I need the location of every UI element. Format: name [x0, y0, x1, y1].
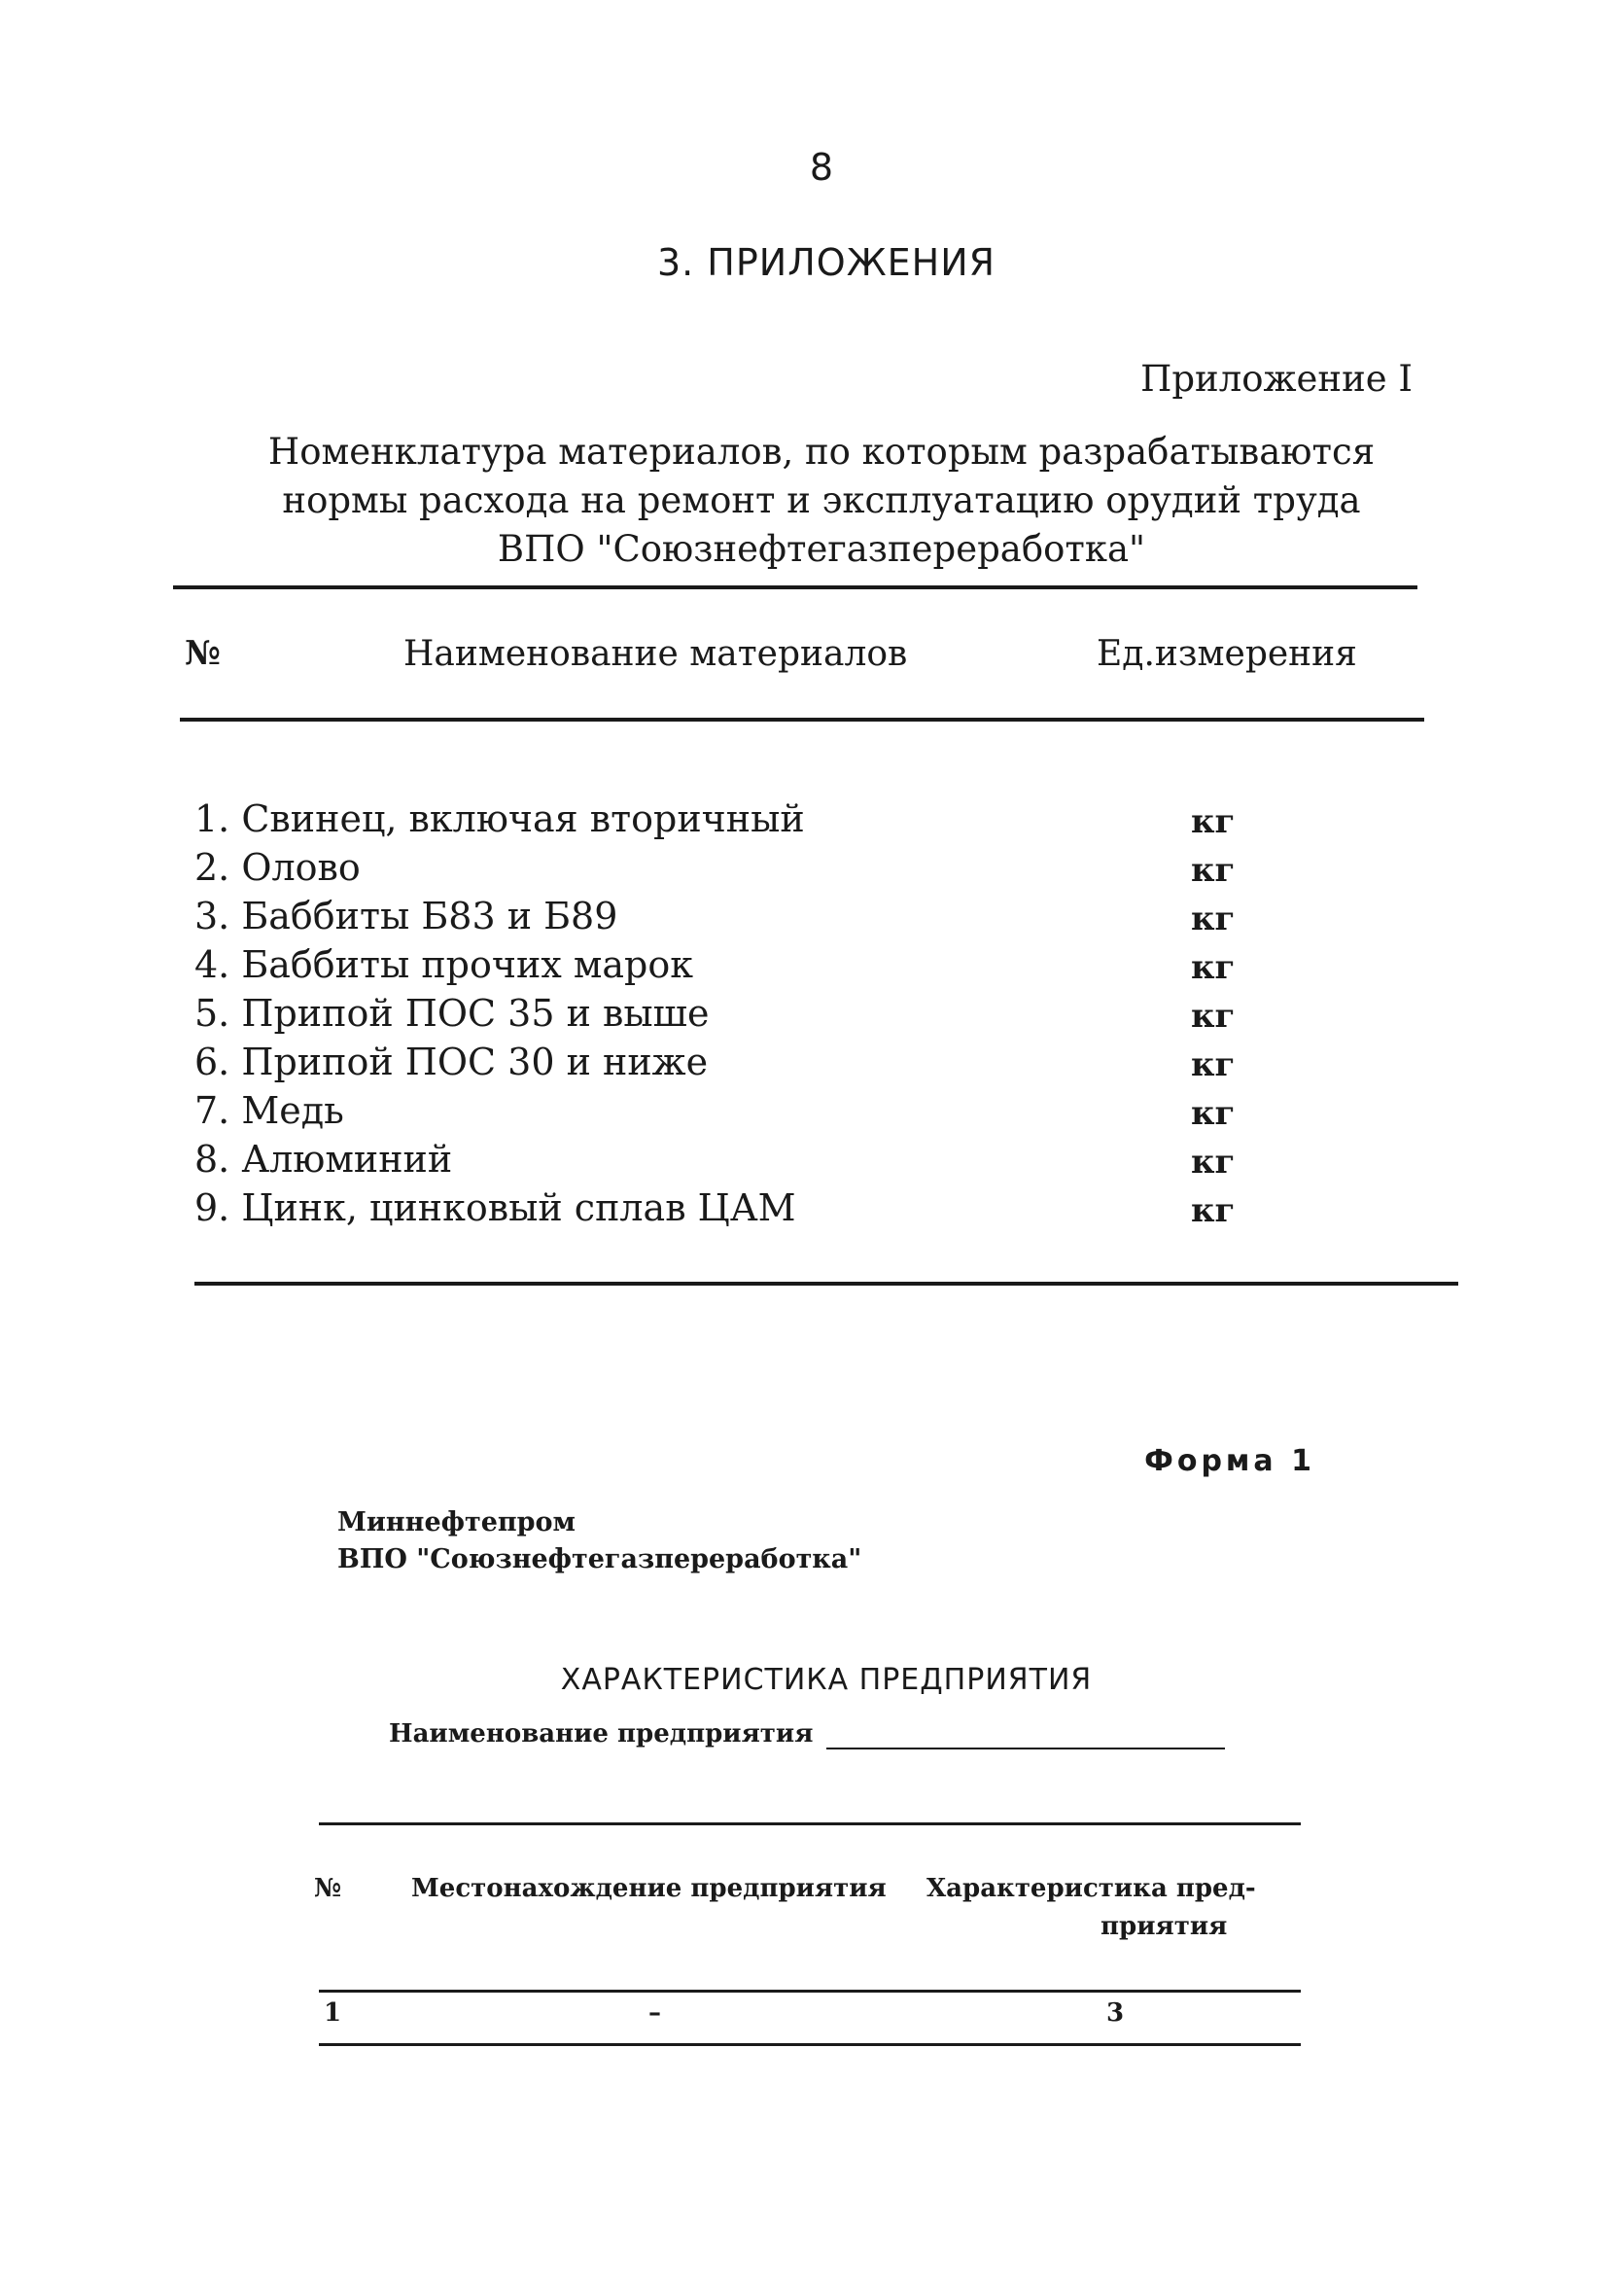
material-unit: кг — [1191, 851, 1236, 890]
heading-line: Номенклатура материалов, по которым разрабатываются — [267, 431, 1376, 473]
table-top-rule — [173, 585, 1417, 589]
table-row — [194, 1186, 1293, 1235]
table-row — [194, 895, 1293, 943]
organization-name: ВПО "Союзнефтегазпереработка" — [337, 1544, 862, 1574]
column-number-2: – — [648, 1998, 661, 2028]
column-header-no: № — [185, 634, 221, 673]
section-title: 3. ПРИЛОЖЕНИЯ — [656, 241, 996, 284]
page-number: 8 — [809, 146, 834, 189]
ministry-name: Миннефтепром — [337, 1507, 576, 1537]
material-unit: кг — [1191, 1094, 1236, 1133]
material-unit: кг — [1191, 900, 1236, 938]
form-table-header-rule — [319, 1990, 1301, 1993]
table-row — [194, 943, 1293, 992]
table-row — [194, 846, 1293, 895]
material-unit: кг — [1191, 1191, 1236, 1230]
table-header-rule — [180, 718, 1424, 722]
material-unit: кг — [1191, 997, 1236, 1036]
column-header-no: № — [314, 1874, 342, 1903]
material-name: 7. Медь — [194, 1089, 344, 1132]
form-label: Форма 1 — [1144, 1444, 1315, 1478]
column-header-characteristic: Характеристика пред- — [926, 1874, 1256, 1903]
column-header-unit: Ед.измерения — [1097, 634, 1357, 674]
form-title: ХАРАКТЕРИСТИКА ПРЕДПРИЯТИЯ — [560, 1663, 1093, 1697]
column-number-3: 3 — [1106, 1998, 1125, 2028]
table-row — [194, 1041, 1293, 1089]
form-table-top-rule — [319, 1822, 1301, 1825]
heading-line: нормы расхода на ремонт и эксплуатацию орудий труда — [282, 479, 1361, 521]
column-header-location: Местонахождение предприятия — [411, 1874, 887, 1903]
appendix-label: Приложение I — [1140, 358, 1413, 400]
table-bottom-rule — [194, 1282, 1458, 1286]
material-name: 3. Баббиты Б83 и Б89 — [194, 895, 618, 937]
table-row — [194, 1089, 1293, 1138]
material-unit: кг — [1191, 802, 1236, 841]
form-table-bottom-rule — [319, 2043, 1301, 2046]
document-heading — [194, 428, 1449, 574]
materials-list — [194, 797, 1293, 1235]
heading-line: ВПО "Союзнефтегазпереработка" — [497, 528, 1146, 570]
material-name: 1. Свинец, включая вторичный — [194, 797, 805, 840]
material-name: 2. Олово — [194, 846, 361, 889]
material-name: 8. Алюминий — [194, 1138, 453, 1181]
material-unit: кг — [1191, 1143, 1236, 1182]
material-unit: кг — [1191, 948, 1236, 987]
material-unit: кг — [1191, 1045, 1236, 1084]
enterprise-name-label: Наименование предприятия — [389, 1719, 814, 1748]
material-name: 9. Цинк, цинковый сплав ЦАМ — [194, 1186, 796, 1229]
table-row — [194, 992, 1293, 1041]
material-name: 4. Баббиты прочих марок — [194, 943, 693, 986]
table-row — [194, 797, 1293, 846]
column-header-material-name: Наименование материалов — [403, 634, 908, 674]
table-row — [194, 1138, 1293, 1186]
column-header-characteristic-cont: приятия — [1100, 1912, 1228, 1941]
enterprise-name-field — [826, 1748, 1225, 1749]
material-name: 5. Припой ПОС 35 и выше — [194, 992, 710, 1035]
material-name: 6. Припой ПОС 30 и ниже — [194, 1041, 709, 1083]
column-number-1: 1 — [324, 1998, 342, 2028]
